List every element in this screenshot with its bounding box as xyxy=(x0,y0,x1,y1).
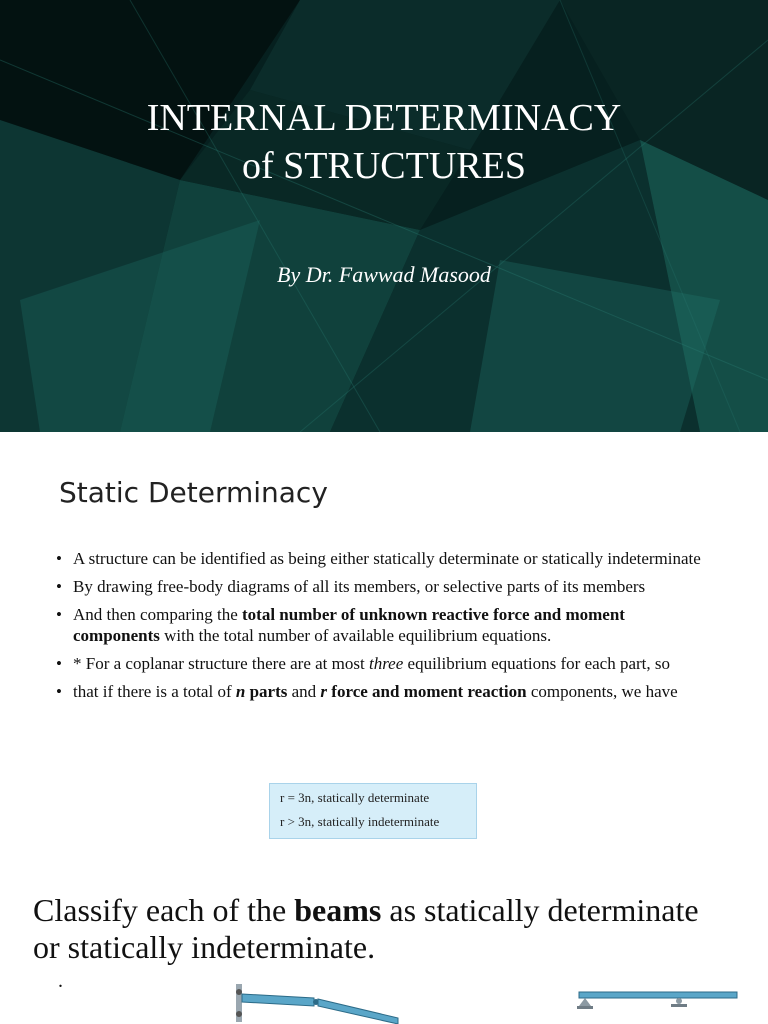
list-item xyxy=(56,681,716,702)
bullet-text-pre: that if there is a total of xyxy=(73,682,236,701)
static-determinacy-slide xyxy=(0,432,768,862)
bullet-text-post: with the total number of available equilibrium equations. xyxy=(159,626,552,645)
bullet-text: A structure can be identified as being either statically determinate or statically indeterminate xyxy=(73,549,701,568)
beam-segment xyxy=(242,994,314,1006)
support-base xyxy=(671,1004,687,1007)
prompt-bold: beams xyxy=(294,892,382,928)
bullet-icon: • xyxy=(56,577,62,596)
support-base xyxy=(577,1006,593,1009)
bullet-var-n: n xyxy=(235,682,246,701)
list-item xyxy=(56,653,716,674)
equation-box xyxy=(269,783,477,839)
bullet-icon: • xyxy=(56,682,62,701)
wall-bolt xyxy=(236,1011,242,1017)
classify-beams-slide xyxy=(0,862,768,1024)
bullet-list xyxy=(56,548,716,709)
title-line-1: INTERNAL DETERMINACY xyxy=(146,97,622,139)
bullet-text: By drawing free-body diagrams of all its members, or selective parts of its members xyxy=(73,577,646,596)
bullet-text-mid: and xyxy=(287,682,321,701)
bullet-text-italic: three xyxy=(368,654,404,673)
bullet-icon: • xyxy=(56,549,62,568)
geometric-background xyxy=(0,0,768,432)
bullet-text-bold: total number of unknown reactive force and moment components xyxy=(73,605,625,645)
prompt-pre: Classify each of the xyxy=(33,892,295,928)
prompt-post: as statically determinate or statically indeterminate. xyxy=(33,892,699,965)
stray-dot: . xyxy=(58,970,63,992)
bullet-var-r: r xyxy=(320,682,328,701)
bullet-text-bold: parts xyxy=(245,682,288,701)
list-item xyxy=(56,548,716,569)
page-title xyxy=(0,94,768,190)
bullet-text-post: components, we have xyxy=(526,682,678,701)
equation-determinate: r = 3n, statically determinate xyxy=(280,790,430,805)
bullet-text-bold: force and moment reaction xyxy=(327,682,527,701)
slide-heading: Static Determinacy xyxy=(59,476,328,509)
wall-bolt xyxy=(236,989,242,995)
equation-indeterminate: r > 3n, statically indeterminate xyxy=(280,814,440,829)
beam-diagram-simply-supported xyxy=(575,988,740,1014)
author-subtitle: By Dr. Fawwad Masood xyxy=(277,262,491,287)
bullet-text-pre: And then comparing the xyxy=(73,605,243,624)
roller-support xyxy=(676,998,682,1004)
list-item xyxy=(56,604,716,646)
beam-diagram-fixed-hinged xyxy=(230,980,400,1024)
bullet-text-pre: * For a coplanar structure there are at most xyxy=(73,654,369,673)
title-line-2: of STRUCTURES xyxy=(242,145,526,187)
pin-support xyxy=(579,998,591,1006)
beam xyxy=(579,992,737,998)
bullet-icon: • xyxy=(56,605,62,624)
list-item xyxy=(56,576,716,597)
bullet-text-post: equilibrium equations for each part, so xyxy=(403,654,671,673)
title-slide xyxy=(0,0,768,432)
slide-prompt xyxy=(33,892,733,966)
bullet-icon: • xyxy=(56,654,62,673)
beam-segment xyxy=(318,999,398,1024)
